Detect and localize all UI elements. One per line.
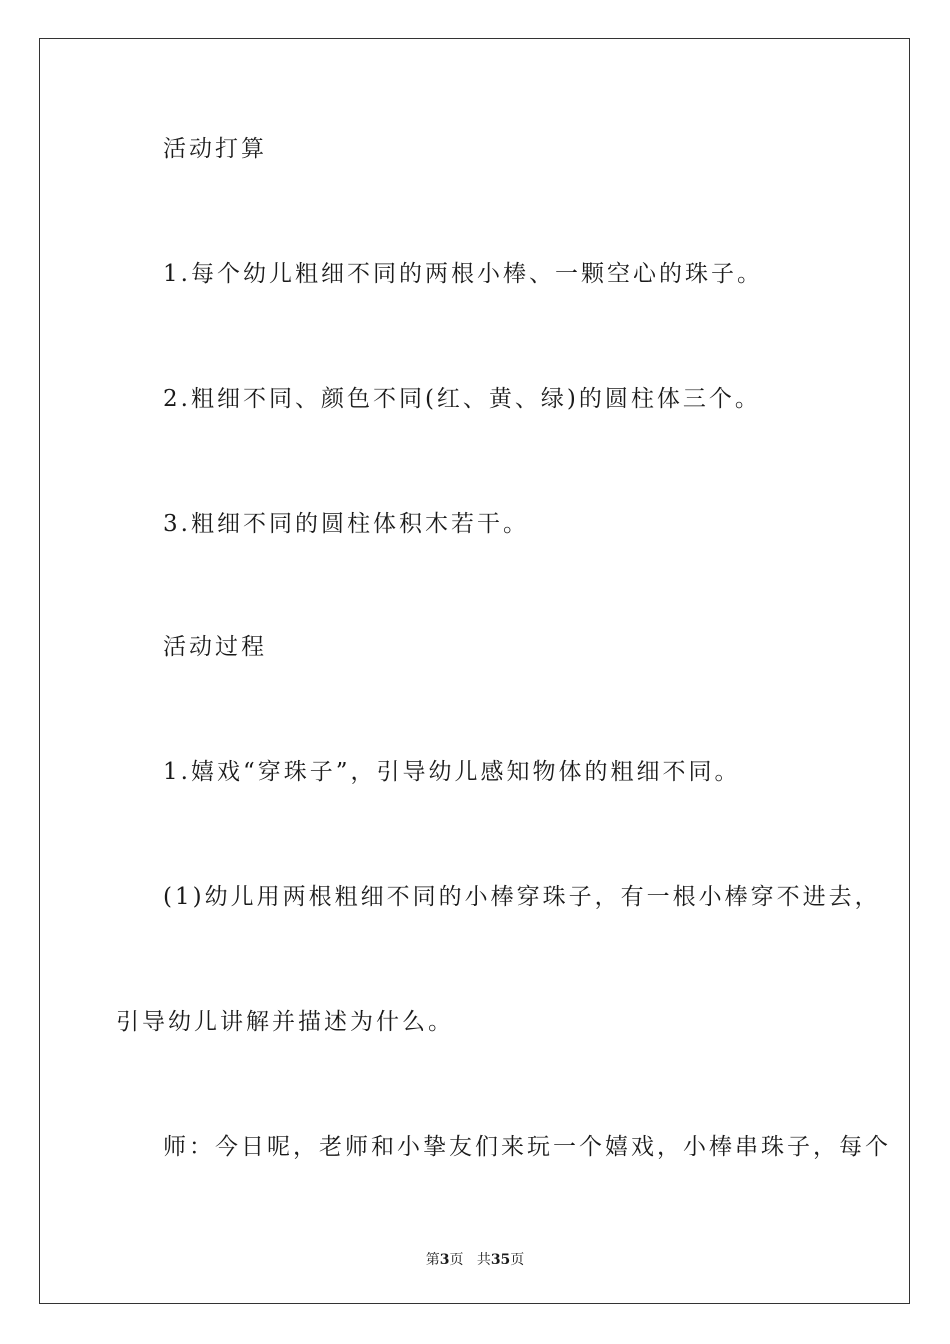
paragraph-step-1: 1.嬉戏“穿珠子”，引导幼儿感知物体的粗细不同。 <box>163 759 741 785</box>
footer-total-pages: 35 <box>490 1252 511 1268</box>
footer-page-prefix: 第 <box>425 1252 440 1268</box>
page-border <box>39 38 910 1304</box>
footer-total-prefix: 共 <box>476 1252 491 1268</box>
footer-page-suffix: 页 <box>449 1252 464 1268</box>
paragraph-substep-1: (1)幼儿用两根粗细不同的小棒穿珠子，有一根小棒穿不进去， <box>163 884 881 910</box>
footer-page-number: 3 <box>439 1252 450 1268</box>
section-heading-preparation: 活动打算 <box>163 136 267 162</box>
page-footer <box>0 1249 950 1269</box>
paragraph-item-2: 2.粗细不同、颜色不同(红、黄、绿)的圆柱体三个。 <box>163 386 761 412</box>
paragraph-substep-1-continued: 引导幼儿讲解并描述为什么。 <box>116 1009 454 1035</box>
footer-total-suffix: 页 <box>510 1252 525 1268</box>
paragraph-teacher-speech: 师：今日呢，老师和小挚友们来玩一个嬉戏，小棒串珠子，每个 <box>163 1134 891 1160</box>
section-heading-process: 活动过程 <box>163 634 267 660</box>
paragraph-item-3: 3.粗细不同的圆柱体积木若干。 <box>163 511 529 537</box>
paragraph-item-1: 1.每个幼儿粗细不同的两根小棒、一颗空心的珠子。 <box>163 261 763 287</box>
